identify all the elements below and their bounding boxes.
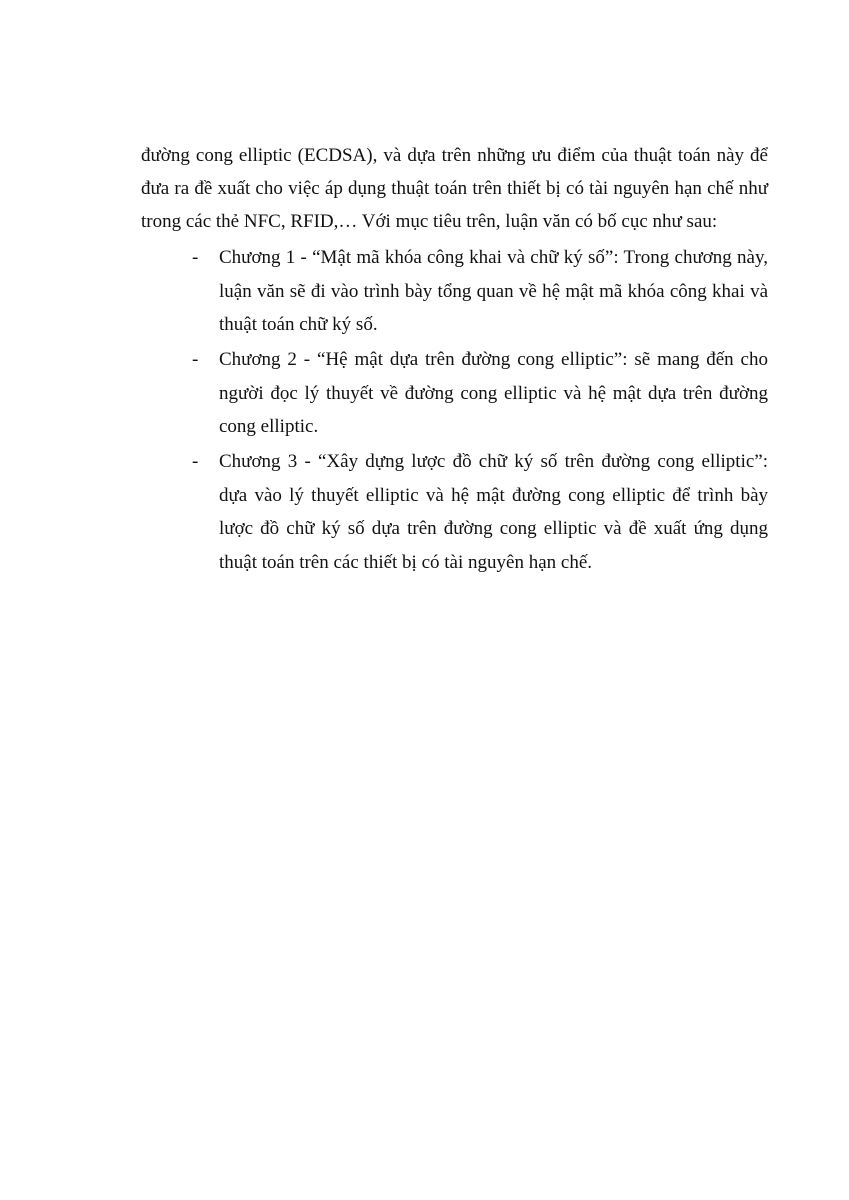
list-dash-marker: -: [192, 451, 199, 472]
list-dash-marker: -: [192, 349, 199, 370]
chapter-list: [141, 241, 768, 579]
list-dash-marker: -: [192, 247, 199, 268]
page-content: [141, 139, 768, 581]
chapter-item-1: [141, 241, 768, 342]
intro-paragraph: đường cong elliptic (ECDSA), và dựa trên những ưu điểm của thuật toán này để đưa ra đề xuất cho việc áp dụng thuật toán trên thiết bị có tài nguyên hạn chế như trong các thẻ NFC, RFID,… Với mục tiêu trên, luận văn có bố cục như sau:: [141, 145, 768, 232]
chapter-3-text: Chương 3 - “Xây dựng lược đồ chữ ký số trên đường cong elliptic”: dựa vào lý thuyết elliptic và hệ mật đường cong elliptic để trình bày lược đồ chữ ký số dựa trên đường cong elliptic và đề xuất ứng dụng thuật toán trên các thiết bị có tài nguyên hạn chế.: [219, 451, 768, 573]
chapter-item-3: [141, 445, 768, 579]
chapter-item-2: [141, 343, 768, 444]
chapter-1-text: Chương 1 - “Mật mã khóa công khai và chữ ký số”: Trong chương này, luận văn sẽ đi vào trình bày tổng quan về hệ mật mã khóa công khai và thuật toán chữ ký số.: [219, 247, 768, 335]
chapter-2-text: Chương 2 - “Hệ mật dựa trên đường cong elliptic”: sẽ mang đến cho người đọc lý thuyết về đường cong elliptic và hệ mật dựa trên đường cong elliptic.: [219, 349, 768, 437]
